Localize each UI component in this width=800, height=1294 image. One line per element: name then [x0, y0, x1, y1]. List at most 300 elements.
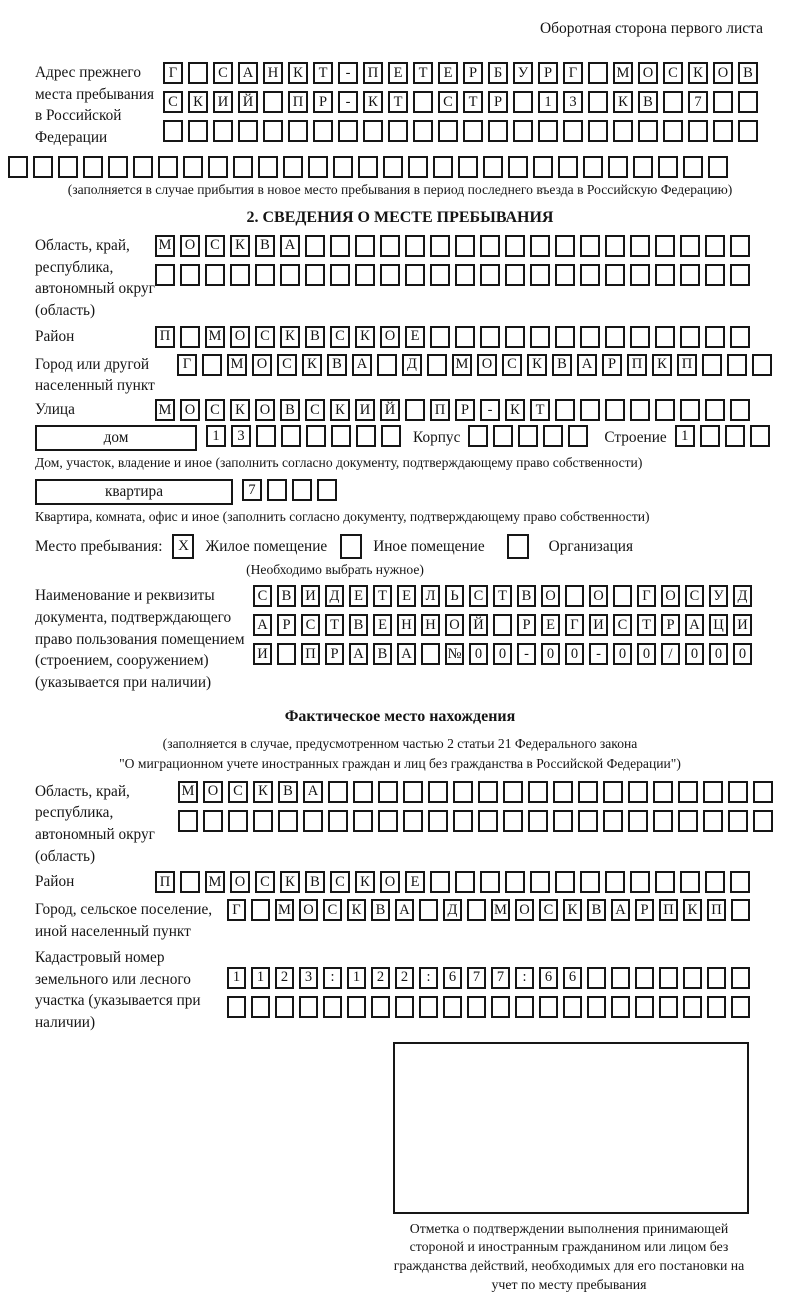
char-cell[interactable]	[308, 156, 328, 178]
char-cell[interactable]	[453, 810, 473, 832]
char-cell[interactable]	[306, 425, 326, 447]
char-cell[interactable]: Д	[402, 354, 422, 376]
char-cell[interactable]	[208, 156, 228, 178]
char-cell[interactable]: 7	[491, 967, 510, 989]
char-cell[interactable]	[253, 810, 273, 832]
char-cell[interactable]	[317, 479, 337, 501]
char-cell[interactable]: П	[155, 326, 175, 348]
char-cell[interactable]	[752, 354, 772, 376]
char-cell[interactable]: -	[338, 62, 358, 84]
char-cell[interactable]: К	[563, 899, 582, 921]
char-cell[interactable]	[705, 326, 725, 348]
char-cell[interactable]: И	[733, 614, 752, 636]
char-cell[interactable]	[655, 399, 675, 421]
char-cell[interactable]: В	[305, 326, 325, 348]
char-cell[interactable]: В	[517, 585, 536, 607]
char-cell[interactable]: -	[517, 643, 536, 665]
char-cell[interactable]	[421, 643, 440, 665]
char-cell[interactable]	[405, 264, 425, 286]
char-cell[interactable]	[680, 326, 700, 348]
char-cell[interactable]: Т	[388, 91, 408, 113]
char-cell[interactable]	[683, 967, 702, 989]
char-cell[interactable]	[528, 781, 548, 803]
char-cell[interactable]: Е	[397, 585, 416, 607]
char-cell[interactable]: Р	[463, 62, 483, 84]
char-cell[interactable]: С	[253, 585, 272, 607]
char-cell[interactable]	[383, 156, 403, 178]
char-cell[interactable]	[702, 354, 722, 376]
char-cell[interactable]	[580, 264, 600, 286]
checkbox-zhiloe[interactable]: X	[172, 534, 194, 559]
char-cell[interactable]: М	[275, 899, 294, 921]
char-cell[interactable]	[493, 425, 513, 447]
char-cell[interactable]: 3	[299, 967, 318, 989]
char-cell[interactable]	[413, 120, 433, 142]
char-cell[interactable]: О	[661, 585, 680, 607]
char-cell[interactable]: С	[228, 781, 248, 803]
char-cell[interactable]: Д	[733, 585, 752, 607]
char-cell[interactable]	[508, 156, 528, 178]
char-cell[interactable]: О	[515, 899, 534, 921]
char-cell[interactable]: 0	[685, 643, 704, 665]
char-cell[interactable]	[707, 996, 726, 1018]
char-cell[interactable]	[180, 871, 200, 893]
char-cell[interactable]: К	[652, 354, 672, 376]
char-cell[interactable]: Б	[488, 62, 508, 84]
char-cell[interactable]	[513, 120, 533, 142]
char-cell[interactable]	[731, 967, 750, 989]
char-cell[interactable]	[378, 810, 398, 832]
char-cell[interactable]	[587, 967, 606, 989]
char-cell[interactable]	[203, 810, 223, 832]
char-cell[interactable]	[655, 326, 675, 348]
char-cell[interactable]	[419, 899, 438, 921]
char-cell[interactable]: Й	[469, 614, 488, 636]
char-cell[interactable]: В	[278, 781, 298, 803]
char-cell[interactable]: К	[527, 354, 547, 376]
char-cell[interactable]: 3	[563, 91, 583, 113]
char-cell[interactable]	[280, 264, 300, 286]
char-cell[interactable]	[488, 120, 508, 142]
char-cell[interactable]: К	[505, 399, 525, 421]
char-cell[interactable]	[313, 120, 333, 142]
char-cell[interactable]	[580, 399, 600, 421]
char-cell[interactable]	[555, 871, 575, 893]
char-cell[interactable]	[455, 235, 475, 257]
char-cell[interactable]: Т	[413, 62, 433, 84]
char-cell[interactable]	[83, 156, 103, 178]
char-cell[interactable]	[328, 781, 348, 803]
char-cell[interactable]	[753, 781, 773, 803]
char-cell[interactable]: П	[707, 899, 726, 921]
char-cell[interactable]	[238, 120, 258, 142]
char-cell[interactable]: И	[589, 614, 608, 636]
char-cell[interactable]: А	[397, 643, 416, 665]
char-cell[interactable]: 2	[275, 967, 294, 989]
char-cell[interactable]: П	[627, 354, 647, 376]
char-cell[interactable]: О	[203, 781, 223, 803]
char-cell[interactable]	[430, 326, 450, 348]
char-cell[interactable]	[455, 264, 475, 286]
char-cell[interactable]	[478, 781, 498, 803]
char-cell[interactable]: В	[349, 614, 368, 636]
char-cell[interactable]: Р	[538, 62, 558, 84]
char-cell[interactable]	[480, 871, 500, 893]
char-cell[interactable]: С	[685, 585, 704, 607]
char-cell[interactable]	[251, 899, 270, 921]
char-cell[interactable]: В	[327, 354, 347, 376]
char-cell[interactable]	[503, 781, 523, 803]
char-cell[interactable]	[188, 120, 208, 142]
char-cell[interactable]: В	[738, 62, 758, 84]
char-cell[interactable]: Д	[443, 899, 462, 921]
char-cell[interactable]	[419, 996, 438, 1018]
char-cell[interactable]: К	[253, 781, 273, 803]
char-cell[interactable]	[539, 996, 558, 1018]
char-cell[interactable]	[251, 996, 270, 1018]
char-cell[interactable]: 0	[493, 643, 512, 665]
char-cell[interactable]: 0	[565, 643, 584, 665]
char-cell[interactable]	[202, 354, 222, 376]
char-cell[interactable]	[605, 399, 625, 421]
char-cell[interactable]: К	[363, 91, 383, 113]
char-cell[interactable]	[505, 871, 525, 893]
char-cell[interactable]	[730, 264, 750, 286]
char-cell[interactable]: М	[205, 871, 225, 893]
char-cell[interactable]	[505, 235, 525, 257]
char-cell[interactable]	[292, 479, 312, 501]
char-cell[interactable]: О	[180, 399, 200, 421]
char-cell[interactable]	[430, 264, 450, 286]
char-cell[interactable]: Т	[530, 399, 550, 421]
char-cell[interactable]	[503, 810, 523, 832]
char-cell[interactable]	[680, 871, 700, 893]
char-cell[interactable]	[453, 781, 473, 803]
char-cell[interactable]	[108, 156, 128, 178]
char-cell[interactable]	[491, 996, 510, 1018]
char-cell[interactable]	[553, 781, 573, 803]
char-cell[interactable]	[158, 156, 178, 178]
char-cell[interactable]	[405, 399, 425, 421]
char-cell[interactable]	[555, 235, 575, 257]
char-cell[interactable]: К	[355, 871, 375, 893]
char-cell[interactable]: М	[155, 235, 175, 257]
char-cell[interactable]: А	[395, 899, 414, 921]
char-cell[interactable]	[683, 996, 702, 1018]
char-cell[interactable]: О	[230, 871, 250, 893]
char-cell[interactable]: К	[355, 326, 375, 348]
char-cell[interactable]	[323, 996, 342, 1018]
char-cell[interactable]: Р	[661, 614, 680, 636]
char-cell[interactable]	[728, 810, 748, 832]
char-cell[interactable]: С	[255, 326, 275, 348]
char-cell[interactable]: О	[380, 871, 400, 893]
char-cell[interactable]	[330, 264, 350, 286]
char-cell[interactable]	[653, 781, 673, 803]
char-cell[interactable]	[659, 996, 678, 1018]
char-cell[interactable]: К	[280, 871, 300, 893]
char-cell[interactable]	[655, 871, 675, 893]
char-cell[interactable]: А	[611, 899, 630, 921]
char-cell[interactable]	[713, 91, 733, 113]
char-cell[interactable]: С	[539, 899, 558, 921]
char-cell[interactable]	[413, 91, 433, 113]
char-cell[interactable]	[455, 326, 475, 348]
char-cell[interactable]	[705, 264, 725, 286]
char-cell[interactable]: К	[288, 62, 308, 84]
char-cell[interactable]	[555, 326, 575, 348]
char-cell[interactable]: Е	[405, 871, 425, 893]
char-cell[interactable]: 1	[227, 967, 246, 989]
char-cell[interactable]	[750, 425, 770, 447]
char-cell[interactable]	[705, 871, 725, 893]
char-cell[interactable]	[405, 235, 425, 257]
char-cell[interactable]	[403, 781, 423, 803]
char-cell[interactable]	[588, 91, 608, 113]
char-cell[interactable]: 1	[675, 425, 695, 447]
char-cell[interactable]	[353, 781, 373, 803]
char-cell[interactable]	[155, 264, 175, 286]
char-cell[interactable]	[708, 156, 728, 178]
char-cell[interactable]	[555, 264, 575, 286]
char-cell[interactable]	[728, 781, 748, 803]
char-cell[interactable]	[580, 235, 600, 257]
char-cell[interactable]	[738, 91, 758, 113]
char-cell[interactable]	[228, 810, 248, 832]
char-cell[interactable]: М	[227, 354, 247, 376]
char-cell[interactable]	[230, 264, 250, 286]
char-cell[interactable]	[505, 326, 525, 348]
char-cell[interactable]	[628, 781, 648, 803]
char-cell[interactable]: 1	[538, 91, 558, 113]
char-cell[interactable]	[480, 264, 500, 286]
char-cell[interactable]	[338, 120, 358, 142]
char-cell[interactable]	[727, 354, 747, 376]
char-cell[interactable]	[347, 996, 366, 1018]
char-cell[interactable]	[678, 810, 698, 832]
char-cell[interactable]: О	[180, 235, 200, 257]
char-cell[interactable]	[468, 425, 488, 447]
char-cell[interactable]: /	[661, 643, 680, 665]
char-cell[interactable]	[430, 235, 450, 257]
char-cell[interactable]	[731, 899, 750, 921]
char-cell[interactable]	[730, 399, 750, 421]
char-cell[interactable]: К	[230, 399, 250, 421]
char-cell[interactable]	[363, 120, 383, 142]
char-cell[interactable]	[281, 425, 301, 447]
char-cell[interactable]: О	[252, 354, 272, 376]
char-cell[interactable]: М	[452, 354, 472, 376]
checkbox-inoe[interactable]	[340, 534, 362, 559]
char-cell[interactable]: С	[213, 62, 233, 84]
char-cell[interactable]	[588, 62, 608, 84]
char-cell[interactable]: С	[255, 871, 275, 893]
char-cell[interactable]	[233, 156, 253, 178]
char-cell[interactable]: А	[352, 354, 372, 376]
char-cell[interactable]	[430, 871, 450, 893]
char-cell[interactable]: О	[713, 62, 733, 84]
char-cell[interactable]: В	[373, 643, 392, 665]
char-cell[interactable]	[258, 156, 278, 178]
char-cell[interactable]: Т	[373, 585, 392, 607]
char-cell[interactable]: К	[613, 91, 633, 113]
char-cell[interactable]: В	[277, 585, 296, 607]
char-cell[interactable]	[256, 425, 276, 447]
char-cell[interactable]: С	[205, 235, 225, 257]
char-cell[interactable]: Н	[421, 614, 440, 636]
char-cell[interactable]	[455, 871, 475, 893]
char-cell[interactable]	[608, 156, 628, 178]
char-cell[interactable]: 7	[467, 967, 486, 989]
char-cell[interactable]	[703, 810, 723, 832]
char-cell[interactable]: В	[587, 899, 606, 921]
char-cell[interactable]	[603, 781, 623, 803]
char-cell[interactable]: С	[613, 614, 632, 636]
char-cell[interactable]: 2	[395, 967, 414, 989]
char-cell[interactable]: А	[685, 614, 704, 636]
char-cell[interactable]: П	[301, 643, 320, 665]
char-cell[interactable]: Р	[277, 614, 296, 636]
char-cell[interactable]	[730, 326, 750, 348]
char-cell[interactable]	[381, 425, 401, 447]
char-cell[interactable]: Л	[421, 585, 440, 607]
char-cell[interactable]	[663, 91, 683, 113]
char-cell[interactable]	[611, 996, 630, 1018]
char-cell[interactable]: К	[302, 354, 322, 376]
char-cell[interactable]: М	[613, 62, 633, 84]
char-cell[interactable]	[388, 120, 408, 142]
char-cell[interactable]: 6	[539, 967, 558, 989]
char-cell[interactable]	[731, 996, 750, 1018]
char-cell[interactable]	[480, 235, 500, 257]
char-cell[interactable]	[305, 235, 325, 257]
char-cell[interactable]: О	[638, 62, 658, 84]
char-cell[interactable]	[588, 120, 608, 142]
char-cell[interactable]	[288, 120, 308, 142]
char-cell[interactable]	[580, 326, 600, 348]
char-cell[interactable]	[533, 156, 553, 178]
char-cell[interactable]	[580, 871, 600, 893]
char-cell[interactable]: С	[163, 91, 183, 113]
char-cell[interactable]	[371, 996, 390, 1018]
char-cell[interactable]	[163, 120, 183, 142]
char-cell[interactable]: -	[338, 91, 358, 113]
char-cell[interactable]	[635, 967, 654, 989]
char-cell[interactable]	[480, 326, 500, 348]
char-cell[interactable]	[183, 156, 203, 178]
char-cell[interactable]: И	[301, 585, 320, 607]
char-cell[interactable]: Г	[563, 62, 583, 84]
char-cell[interactable]: Т	[313, 62, 333, 84]
char-cell[interactable]	[680, 235, 700, 257]
char-cell[interactable]: К	[188, 91, 208, 113]
char-cell[interactable]: М	[178, 781, 198, 803]
char-cell[interactable]: М	[155, 399, 175, 421]
char-cell[interactable]	[638, 120, 658, 142]
char-cell[interactable]: А	[349, 643, 368, 665]
char-cell[interactable]: В	[371, 899, 390, 921]
char-cell[interactable]	[738, 120, 758, 142]
char-cell[interactable]: А	[253, 614, 272, 636]
char-cell[interactable]	[463, 120, 483, 142]
char-cell[interactable]	[355, 235, 375, 257]
char-cell[interactable]	[565, 585, 584, 607]
char-cell[interactable]: К	[280, 326, 300, 348]
char-cell[interactable]	[568, 425, 588, 447]
char-cell[interactable]	[655, 264, 675, 286]
char-cell[interactable]	[505, 264, 525, 286]
char-cell[interactable]	[378, 781, 398, 803]
char-cell[interactable]	[205, 264, 225, 286]
char-cell[interactable]	[578, 810, 598, 832]
char-cell[interactable]	[630, 235, 650, 257]
char-cell[interactable]	[443, 996, 462, 1018]
char-cell[interactable]: 0	[469, 643, 488, 665]
char-cell[interactable]	[633, 156, 653, 178]
char-cell[interactable]	[330, 235, 350, 257]
char-cell[interactable]: Е	[405, 326, 425, 348]
char-cell[interactable]: 0	[709, 643, 728, 665]
char-cell[interactable]: Й	[238, 91, 258, 113]
char-cell[interactable]	[678, 781, 698, 803]
checkbox-organizaciya[interactable]	[507, 534, 529, 559]
char-cell[interactable]: :	[323, 967, 342, 989]
char-cell[interactable]: О	[230, 326, 250, 348]
char-cell[interactable]: -	[480, 399, 500, 421]
char-cell[interactable]: 0	[733, 643, 752, 665]
char-cell[interactable]: К	[683, 899, 702, 921]
char-cell[interactable]: 6	[563, 967, 582, 989]
char-cell[interactable]	[467, 996, 486, 1018]
char-cell[interactable]	[427, 354, 447, 376]
char-cell[interactable]: Р	[488, 91, 508, 113]
char-cell[interactable]: 0	[637, 643, 656, 665]
char-cell[interactable]: Г	[227, 899, 246, 921]
char-cell[interactable]	[658, 156, 678, 178]
char-cell[interactable]	[530, 326, 550, 348]
char-cell[interactable]	[227, 996, 246, 1018]
char-cell[interactable]: В	[305, 871, 325, 893]
char-cell[interactable]	[333, 156, 353, 178]
char-cell[interactable]: М	[205, 326, 225, 348]
char-cell[interactable]: О	[589, 585, 608, 607]
char-cell[interactable]	[33, 156, 53, 178]
char-cell[interactable]	[703, 781, 723, 803]
char-cell[interactable]	[180, 264, 200, 286]
char-cell[interactable]: Е	[349, 585, 368, 607]
char-cell[interactable]	[605, 235, 625, 257]
char-cell[interactable]: Р	[517, 614, 536, 636]
char-cell[interactable]: П	[363, 62, 383, 84]
char-cell[interactable]	[303, 810, 323, 832]
char-cell[interactable]	[700, 425, 720, 447]
char-cell[interactable]: 0	[613, 643, 632, 665]
char-cell[interactable]	[467, 899, 486, 921]
char-cell[interactable]: 1	[347, 967, 366, 989]
char-cell[interactable]	[513, 91, 533, 113]
char-cell[interactable]	[707, 967, 726, 989]
char-cell[interactable]	[458, 156, 478, 178]
char-cell[interactable]	[635, 996, 654, 1018]
char-cell[interactable]	[358, 156, 378, 178]
char-cell[interactable]	[275, 996, 294, 1018]
char-cell[interactable]	[380, 264, 400, 286]
char-cell[interactable]	[653, 810, 673, 832]
char-cell[interactable]: 6	[443, 967, 462, 989]
char-cell[interactable]: П	[288, 91, 308, 113]
char-cell[interactable]: С	[330, 326, 350, 348]
char-cell[interactable]: В	[255, 235, 275, 257]
